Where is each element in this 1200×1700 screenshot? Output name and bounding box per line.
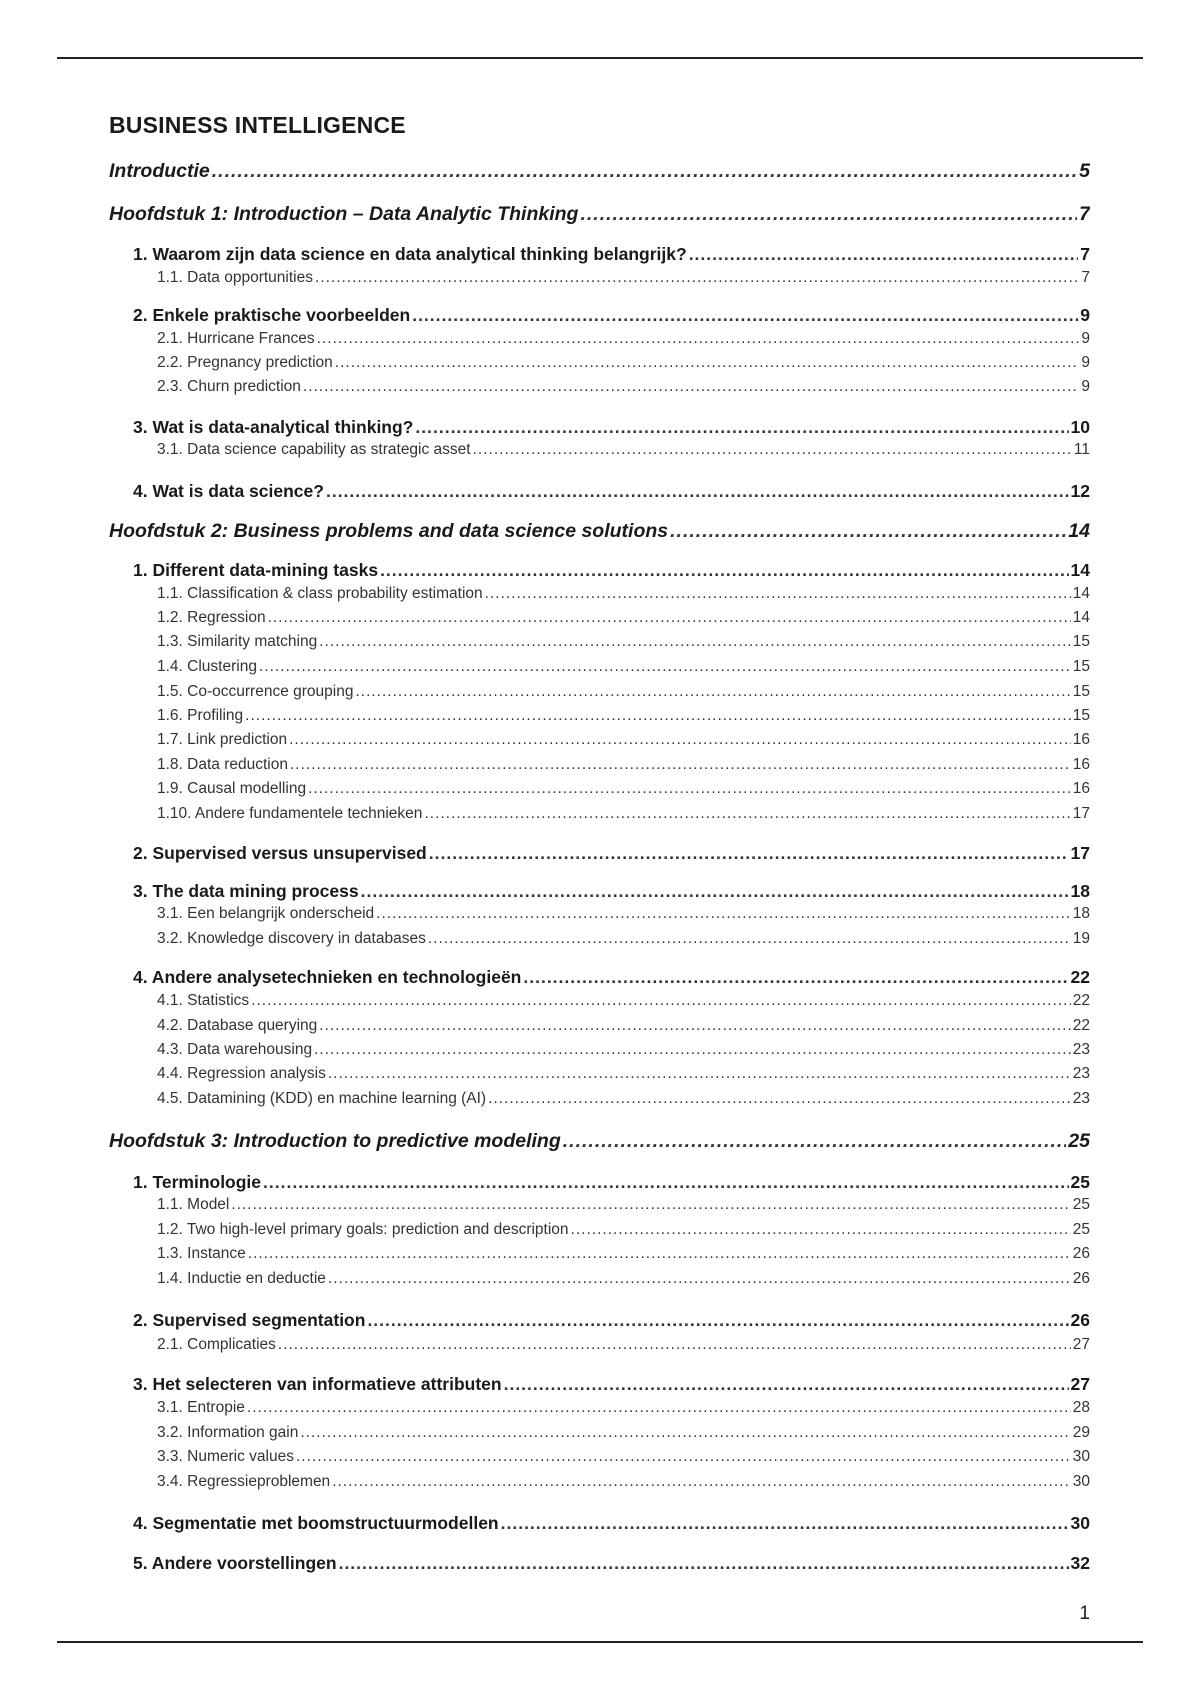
toc-dot-leader [332,1473,1071,1491]
toc-dot-leader [268,609,1071,627]
toc-entry-section[interactable] [133,244,1090,265]
toc-entry-title: 4. Wat is data science? [133,481,324,501]
toc-dot-leader [328,1065,1071,1083]
toc-entry-title: 3.1. Een belangrijk onderscheid [157,905,375,922]
toc-entry-title: 5. Andere voorstellingen [133,1553,337,1573]
toc-dot-leader [314,1041,1071,1059]
toc-entry-title: 4.3. Data warehousing [157,1041,313,1058]
toc-dot-leader [415,417,1068,438]
toc-dot-leader [303,378,1079,396]
toc-entry-title: 1. Different data-mining tasks [133,560,379,580]
toc-dot-leader [319,633,1071,651]
toc-dot-leader [563,1130,1067,1153]
toc-dot-leader [571,1221,1071,1239]
toc-entry-sub[interactable] [157,658,1090,676]
toc-entry-page: 17 [1072,805,1090,822]
toc-entry-title: 1.4. Clustering [157,658,257,675]
toc-dot-leader [315,269,1079,287]
toc-dot-leader [335,354,1080,372]
toc-entry-page: 10 [1070,417,1090,437]
toc-entry-title: 1.8. Data reduction [157,756,288,773]
toc-entry-page: 23 [1072,1090,1090,1107]
toc-entry-page: 16 [1072,780,1090,797]
toc-entry-title: 4.4. Regression analysis [157,1065,326,1082]
toc-dot-leader [317,330,1080,348]
toc-entry-page: 32 [1070,1553,1090,1573]
toc-entry-page: 9 [1081,378,1090,395]
toc-entry-page: 18 [1072,905,1090,922]
toc-entry-title: Hoofdstuk 3: Introduction to predictive modeling [109,1130,561,1152]
toc-entry-sub[interactable] [157,1090,1090,1108]
toc-entry-title: 1.4. Inductie en deductie [157,1270,326,1287]
toc-entry-title: Hoofdstuk 2: Business problems and data science solutions [109,520,669,542]
toc-entry-title: 2.3. Churn prediction [157,378,301,395]
toc-entry-sub[interactable] [157,633,1090,651]
toc-entry-section[interactable] [133,305,1090,326]
toc-dot-leader [231,1196,1070,1214]
toc-entry-chapter[interactable] [109,1130,1090,1153]
toc-dot-leader [367,1310,1068,1331]
toc-entry-sub[interactable] [157,269,1090,287]
toc-entry-title: 4. Segmentatie met boomstructuurmodellen [133,1513,499,1533]
toc-dot-leader [670,520,1066,543]
toc-entry-page: 12 [1070,481,1090,501]
toc-entry-sub[interactable] [157,707,1090,725]
toc-entry-page: 15 [1072,707,1090,724]
toc-entry-title: 2.1. Complicaties [157,1336,276,1353]
toc-dot-leader [308,780,1071,798]
toc-entry-sub[interactable] [157,731,1090,749]
toc-dot-leader [523,967,1068,988]
toc-dot-leader [259,658,1071,676]
toc-entry-section[interactable] [133,1513,1090,1534]
toc-entry-title: 2. Supervised versus unsupervised [133,843,427,863]
toc-entry-section[interactable] [133,881,1090,902]
toc-entry-page: 7 [1079,203,1090,225]
toc-dot-leader [428,930,1071,948]
toc-dot-leader [376,905,1071,923]
toc-entry-page: 9 [1081,330,1090,347]
toc-dot-leader [429,843,1069,864]
toc-entry-page: 26 [1070,1310,1090,1330]
toc-entry-page: 14 [1072,609,1090,626]
toc-dot-leader [247,1399,1071,1417]
toc-entry-sub[interactable] [157,1245,1090,1263]
toc-entry-sub[interactable] [157,1041,1090,1059]
toc-entry-sub[interactable] [157,905,1090,923]
toc-entry-page: 17 [1070,843,1090,863]
toc-entry-page: 11 [1073,441,1090,458]
toc-entry-sub[interactable] [157,378,1090,396]
toc-entry-sub[interactable] [157,1399,1090,1417]
toc-entry-title: 3.4. Regressieproblemen [157,1473,331,1490]
toc-entry-sub[interactable] [157,1473,1090,1491]
toc-dot-leader [380,560,1068,581]
toc-entry-page: 28 [1072,1399,1090,1416]
toc-entry-title: 2.1. Hurricane Frances [157,330,315,347]
toc-entry-title: 3.2. Information gain [157,1424,299,1441]
toc-entry-page: 30 [1070,1513,1090,1533]
toc-entry-page: 14 [1070,560,1090,580]
toc-entry-sub[interactable] [157,609,1090,627]
toc-entry-title: 1.2. Regression [157,609,266,626]
toc-entry-page: 16 [1072,756,1090,773]
toc-entry-sub[interactable] [157,441,1090,459]
toc-entry-title: 4. Andere analysetechnieken en technologieën [133,967,522,987]
toc-entry-title: 1.1. Model [157,1196,230,1213]
toc-dot-leader [412,305,1078,326]
toc-entry-section[interactable] [133,967,1090,988]
toc-entry-sub[interactable] [157,330,1090,348]
toc-entry-chapter[interactable] [109,203,1090,226]
toc-entry-page: 27 [1072,1336,1090,1353]
toc-entry-page: 23 [1072,1041,1090,1058]
toc-entry-title: 4.5. Datamining (KDD) en machine learning (AI) [157,1090,487,1107]
toc-entry-sub[interactable] [157,780,1090,798]
toc-entry-section[interactable] [133,417,1090,438]
toc-entry-title: 3. Wat is data-analytical thinking? [133,417,414,437]
footer-rule [57,1641,1143,1643]
toc-entry-title: 1.6. Profiling [157,707,244,724]
toc-entry-title: Hoofdstuk 1: Introduction – Data Analytic Thinking [109,203,579,225]
toc-entry-title: Introductie [109,160,210,182]
toc-dot-leader [251,992,1071,1010]
toc-entry-sub[interactable] [157,585,1090,603]
toc-dot-leader [355,683,1070,701]
toc-entry-page: 26 [1072,1270,1090,1287]
toc-entry-title: 1.1. Data opportunities [157,269,313,286]
toc-entry-page: 9 [1081,354,1090,371]
toc-entry-title: 1.1. Classification & class probability estimation [157,585,483,602]
toc-entry-sub[interactable] [157,756,1090,774]
toc-entry-title: 2. Enkele praktische voorbeelden [133,305,411,325]
toc-entry-page: 26 [1072,1245,1090,1262]
toc-entry-title: 1.9. Causal modelling [157,780,307,797]
toc-entry-title: 1. Waarom zijn data science en data analytical thinking belangrijk? [133,244,687,264]
toc-entry-section[interactable] [133,1310,1090,1331]
toc-entry-title: 3.2. Knowledge discovery in databases [157,930,426,947]
toc-entry-sub[interactable] [157,1065,1090,1083]
toc-entry-page: 25 [1070,1172,1090,1192]
toc-entry-sub[interactable] [157,1221,1090,1239]
toc-dot-leader [319,1017,1070,1035]
toc-dot-leader [339,1553,1069,1574]
toc-entry-page: 16 [1072,731,1090,748]
toc-dot-leader [278,1336,1071,1354]
toc-entry-sub[interactable] [157,1196,1090,1214]
toc-dot-leader [263,1172,1069,1193]
toc-entry-page: 15 [1072,633,1090,650]
toc-entry-section[interactable] [133,1374,1090,1395]
toc-dot-leader [488,1090,1071,1108]
toc-entry-title: 3.1. Data science capability as strategic asset [157,441,471,458]
toc-entry-page: 25 [1072,1196,1090,1213]
toc-entry-page: 9 [1080,305,1090,325]
toc-entry-page: 7 [1081,269,1090,286]
toc-entry-page: 7 [1080,244,1090,264]
toc-entry-sub[interactable] [157,992,1090,1010]
toc-entry-page: 22 [1072,1017,1090,1034]
document-title: BUSINESS INTELLIGENCE [109,112,406,138]
toc-entry-chapter[interactable] [109,160,1090,183]
toc-dot-leader [504,1374,1069,1395]
toc-entry-section[interactable] [133,560,1090,581]
toc-entry-title: 1.3. Instance [157,1245,246,1262]
toc-entry-page: 25 [1072,1221,1090,1238]
toc-dot-leader [212,160,1077,183]
toc-entry-title: 3.1. Entropie [157,1399,245,1416]
toc-entry-sub[interactable] [157,683,1090,701]
toc-dot-leader [290,756,1071,774]
toc-entry-title: 1.10. Andere fundamentele technieken [157,805,423,822]
toc-entry-page: 30 [1072,1473,1090,1490]
toc-entry-title: 2. Supervised segmentation [133,1310,366,1330]
toc-entry-title: 1.7. Link prediction [157,731,288,748]
toc-entry-page: 18 [1070,881,1090,901]
toc-entry-title: 3. Het selecteren van informatieve attributen [133,1374,502,1394]
toc-entry-section[interactable] [133,843,1090,864]
toc-entry-page: 22 [1070,967,1090,987]
toc-entry-page: 30 [1072,1448,1090,1465]
toc-entry-page: 15 [1072,658,1090,675]
toc-dot-leader [248,1245,1071,1263]
toc-entry-title: 4.2. Database querying [157,1017,318,1034]
toc-entry-title: 1. Terminologie [133,1172,262,1192]
toc-entry-sub[interactable] [157,805,1090,823]
toc-entry-title: 2.2. Pregnancy prediction [157,354,333,371]
toc-entry-page: 25 [1068,1130,1090,1152]
toc-entry-title: 1.2. Two high-level primary goals: prediction and description [157,1221,569,1238]
toc-entry-title: 4.1. Statistics [157,992,250,1009]
toc-entry-page: 14 [1068,520,1090,542]
toc-entry-page: 15 [1072,683,1090,700]
toc-entry-title: 1.5. Co-occurrence grouping [157,683,354,700]
toc-dot-leader [326,481,1069,502]
toc-entry-sub[interactable] [157,1336,1090,1354]
toc-dot-leader [473,441,1072,459]
toc-dot-leader [424,805,1070,823]
toc-entry-page: 19 [1072,930,1090,947]
toc-entry-page: 23 [1072,1065,1090,1082]
page-number: 1 [1079,1603,1090,1624]
toc-dot-leader [289,731,1071,749]
toc-dot-leader [501,1513,1069,1534]
toc-entry-page: 27 [1070,1374,1090,1394]
toc-entry-page: 14 [1072,585,1090,602]
toc-dot-leader [300,1424,1070,1442]
toc-entry-title: 3. The data mining process [133,881,359,901]
toc-dot-leader [245,707,1071,725]
toc-entry-title: 3.3. Numeric values [157,1448,294,1465]
toc-entry-page: 5 [1079,160,1090,182]
toc-entry-sub[interactable] [157,1270,1090,1288]
toc-entry-section[interactable] [133,1172,1090,1193]
toc-entry-chapter[interactable] [109,520,1090,543]
toc-entry-sub[interactable] [157,354,1090,372]
toc-entry-sub[interactable] [157,1448,1090,1466]
toc-entry-section[interactable] [133,1553,1090,1574]
toc-dot-leader [580,203,1077,226]
toc-entry-sub[interactable] [157,930,1090,948]
toc-entry-sub[interactable] [157,1424,1090,1442]
toc-dot-leader [361,881,1069,902]
toc-dot-leader [328,1270,1071,1288]
toc-entry-page: 22 [1072,992,1090,1009]
toc-entry-section[interactable] [133,481,1090,502]
toc-entry-page: 29 [1072,1424,1090,1441]
toc-entry-sub[interactable] [157,1017,1090,1035]
toc-dot-leader [485,585,1071,603]
toc-dot-leader [689,244,1079,265]
toc-dot-leader [296,1448,1071,1466]
toc-entry-title: 1.3. Similarity matching [157,633,318,650]
